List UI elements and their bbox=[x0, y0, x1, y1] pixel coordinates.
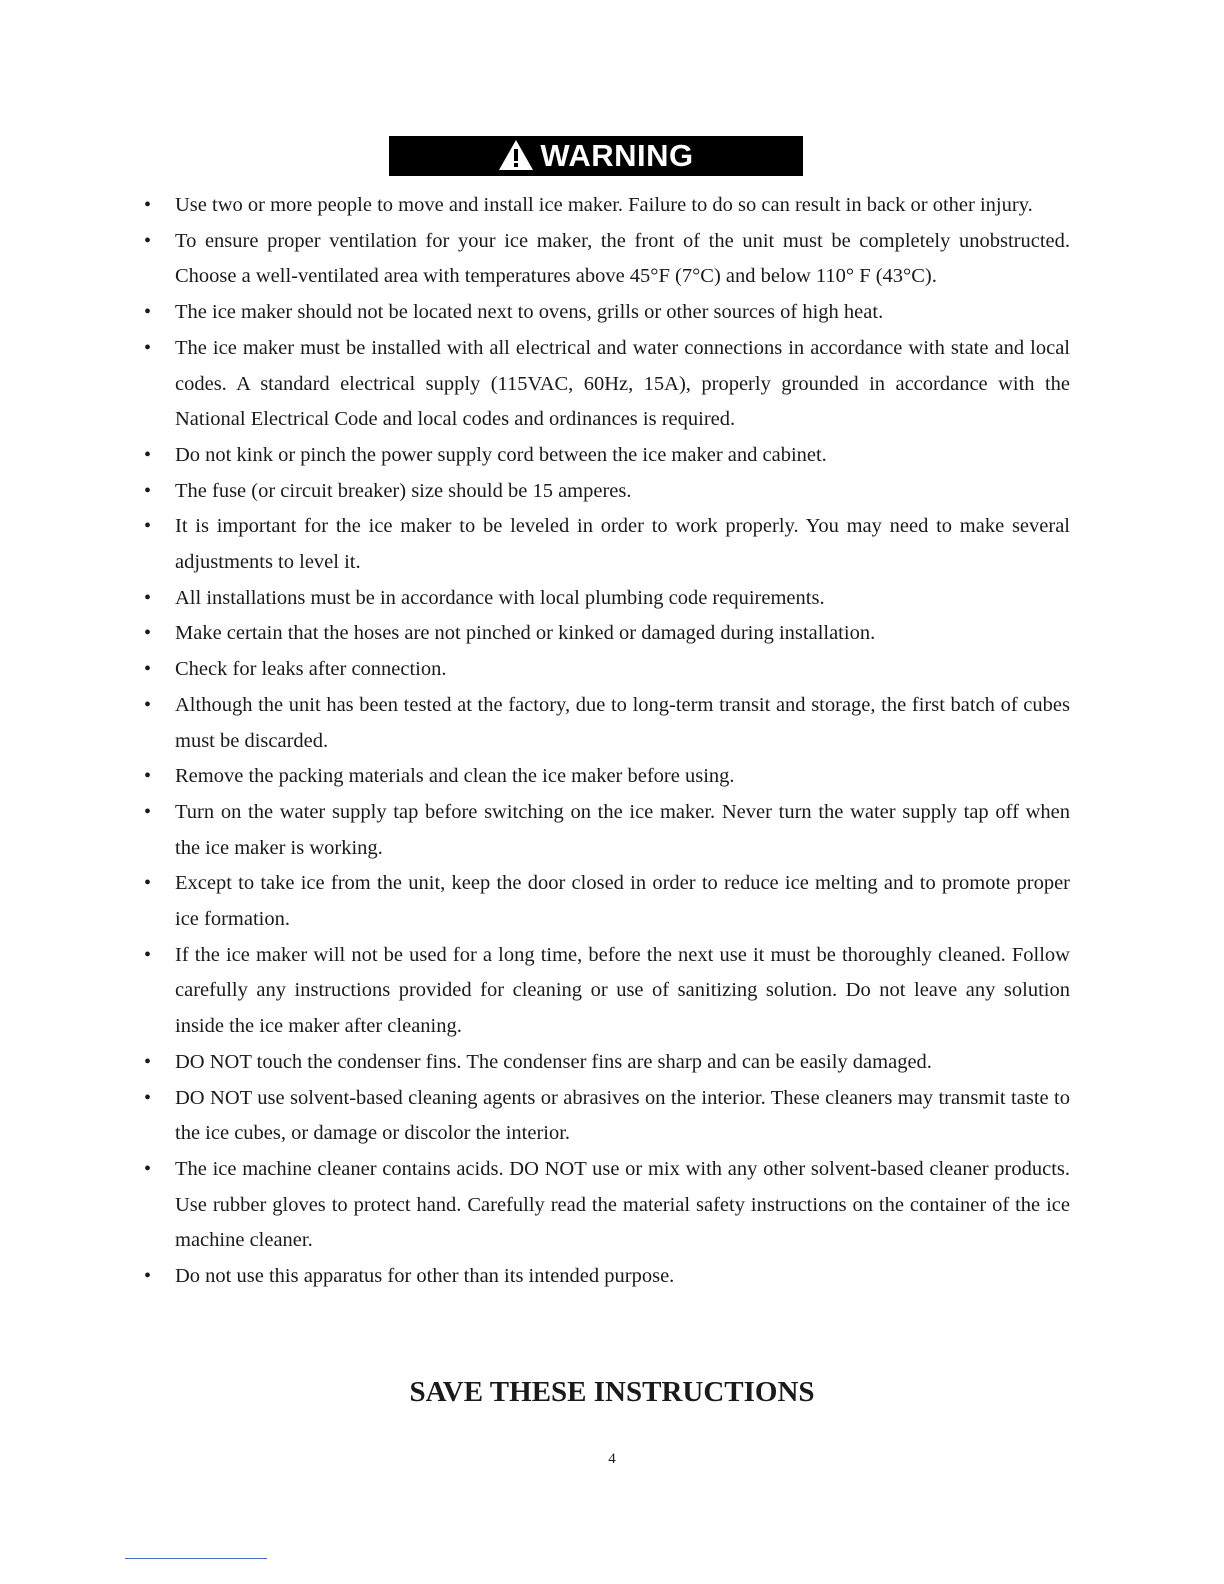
list-item: • Check for leaks after connection. bbox=[175, 652, 1070, 688]
warning-banner bbox=[389, 136, 803, 176]
footer-divider bbox=[125, 1558, 267, 1559]
list-item: • The ice machine cleaner contains acids. DO NOT use or mix with any other solvent-based cleaner products. Use rubber gloves to protect hand. Carefully read the material safety instructions on the container of the ice machine cleaner. bbox=[175, 1152, 1070, 1259]
list-item: • Make certain that the hoses are not pinched or kinked or damaged during installation. bbox=[175, 616, 1070, 652]
list-item: • The ice maker should not be located next to ovens, grills or other sources of high heat. bbox=[175, 295, 1070, 331]
list-item: • It is important for the ice maker to be leveled in order to work properly. You may need to make several adjustments to level it. bbox=[175, 509, 1070, 580]
page-number: 4 bbox=[608, 1451, 616, 1467]
warning-triangle-icon bbox=[498, 139, 534, 171]
warning-label: WARNING bbox=[540, 138, 694, 173]
instruction-list bbox=[0, 188, 1224, 1295]
list-item: • Remove the packing materials and clean the ice maker before using. bbox=[175, 759, 1070, 795]
list-item: • Do not kink or pinch the power supply cord between the ice maker and cabinet. bbox=[175, 438, 1070, 474]
list-item: • If the ice maker will not be used for a long time, before the next use it must be thoroughly cleaned. Follow carefully any instructions provided for cleaning or use of sanitizing solution. Do not leave any solution inside the ice maker after cleaning. bbox=[175, 938, 1070, 1045]
list-item: • Although the unit has been tested at the factory, due to long-term transit and storage, the first batch of cubes must be discarded. bbox=[175, 688, 1070, 759]
list-item: • Turn on the water supply tap before switching on the ice maker. Never turn the water supply tap off when the ice maker is working. bbox=[175, 795, 1070, 866]
list-item: • Do not use this apparatus for other than its intended purpose. bbox=[175, 1259, 1070, 1295]
list-item: • DO NOT use solvent-based cleaning agents or abrasives on the interior. These cleaners may transmit taste to the ice cubes, or damage or discolor the interior. bbox=[175, 1081, 1070, 1152]
list-item: • The fuse (or circuit breaker) size should be 15 amperes. bbox=[175, 474, 1070, 510]
list-item: • The ice maker must be installed with all electrical and water connections in accordance with state and local codes. A standard electrical supply (115VAC, 60Hz, 15A), properly grounded in accordance with the National Electrical Code and local codes and ordinances is required. bbox=[175, 331, 1070, 438]
list-item: • All installations must be in accordance with local plumbing code requirements. bbox=[175, 581, 1070, 617]
list-item: • Except to take ice from the unit, keep the door closed in order to reduce ice melting and to promote proper ice formation. bbox=[175, 866, 1070, 937]
save-instructions-title: SAVE THESE INSTRUCTIONS bbox=[409, 1376, 815, 1408]
list-item: • To ensure proper ventilation for your ice maker, the front of the unit must be completely unobstructed. Choose a well-ventilated area with temperatures above 45°F (7°C) and below 110° F (43°C). bbox=[175, 224, 1070, 295]
list-item: • Use two or more people to move and install ice maker. Failure to do so can result in back or other injury. bbox=[175, 188, 1070, 224]
list-item: • DO NOT touch the condenser fins. The condenser fins are sharp and can be easily damaged. bbox=[175, 1045, 1070, 1081]
